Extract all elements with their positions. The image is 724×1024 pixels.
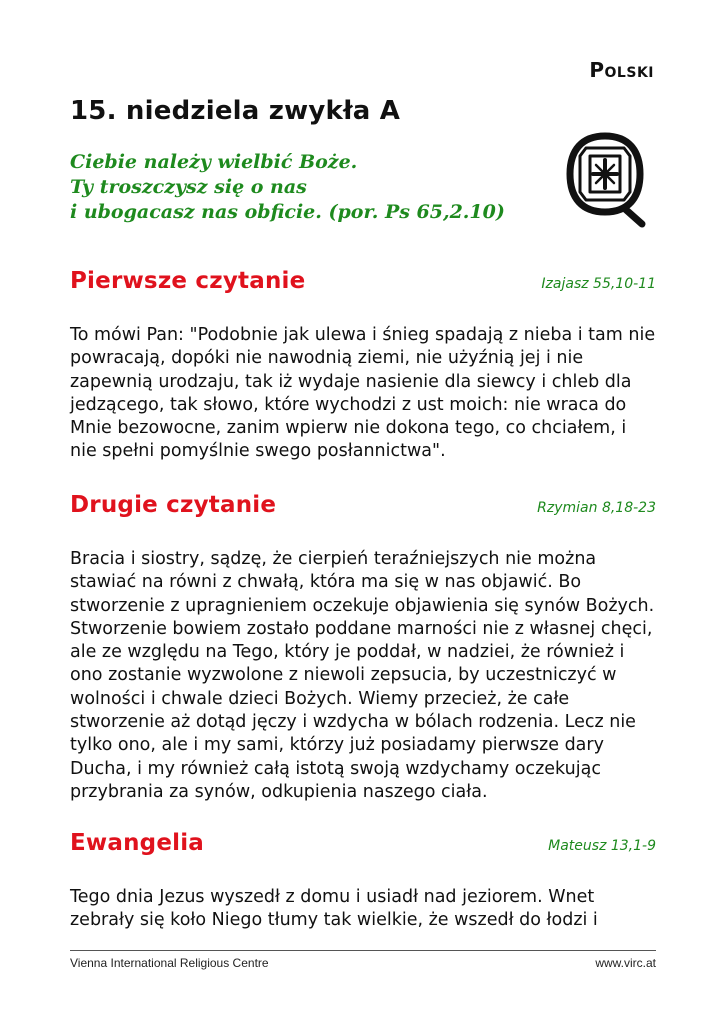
reading-text: To mówi Pan: "Podobnie jak ulewa i śnieg spadają z nieba i tam nie powracają, dopóki nie nawodnią ziemi, nie użyźnią jej i nie zapewnią urodzaju, tak iż wydaje nasienie dla siewcy i chleb dla jedzącego, tak słowo, które wychodzi z ust moich: nie wraca do Mnie bezowocne, zanim wpierw nie dokona tego, co chciałem, i nie spełni pomyślnie swego posłannictwa". <box>70 325 656 462</box>
psalm-line: Ciebie należy wielbić Boże. <box>70 151 358 173</box>
footer-organization: Vienna International Religious Centre <box>70 956 269 970</box>
reading-reference: Mateusz 13,1-9 <box>548 838 656 854</box>
page-footer <box>70 950 656 970</box>
footer-website: www.virc.at <box>595 956 656 970</box>
psalm-line: Ty troszczysz się o nas <box>70 176 307 198</box>
psalm-line: i ubogacasz nas obficie. (por. Ps 65,2.10) <box>70 201 505 223</box>
reading-first <box>70 268 656 464</box>
reading-reference: Izajasz 55,10-11 <box>541 276 656 292</box>
page-title: 15. niedziela zwykła A <box>70 96 401 126</box>
reading-second <box>70 492 656 804</box>
psalm-response <box>70 150 505 225</box>
reading-text: Bracia i siostry, sądzę, że cierpień teraźniejszych nie można stawiać na równi z chwałą, która ma się w nas objawić. Bo stworzenie z upragnieniem oczekuje objawienia się synów Bożych. Stworzenie bowiem zostało poddane marności nie z własnej chęci, ale ze względu na Tego, który je poddał, w nadziei, że również i ono zostanie wyzwolone z niewoli zepsucia, by uczestniczyć w wolności i chwale dzieci Bożych. Wiemy przecież, że całe stworzenie aż dotąd jęczy i wzdycha w bólach rodzenia. Lecz nie tylko ono, ale i my sami, którzy już posiadamy pierwsze dary Ducha, i my również całą istotą swoją wzdychamy oczekując przybrania za synów, odkupienia naszego ciała. <box>70 549 655 802</box>
reading-text: Tego dnia Jezus wyszedł z domu i usiadł nad jeziorem. Wnet zebrały się koło Niego tłumy tak wielkie, że wszedł do łodzi i <box>70 887 598 931</box>
virc-emblem-icon <box>562 128 648 228</box>
language-label: Polski <box>589 58 654 82</box>
reading-title: Drugie czytanie <box>70 492 277 518</box>
reading-title: Pierwsze czytanie <box>70 268 306 294</box>
reading-title: Ewangelia <box>70 830 205 856</box>
reading-reference: Rzymian 8,18-23 <box>537 500 656 516</box>
reading-gospel <box>70 830 656 933</box>
